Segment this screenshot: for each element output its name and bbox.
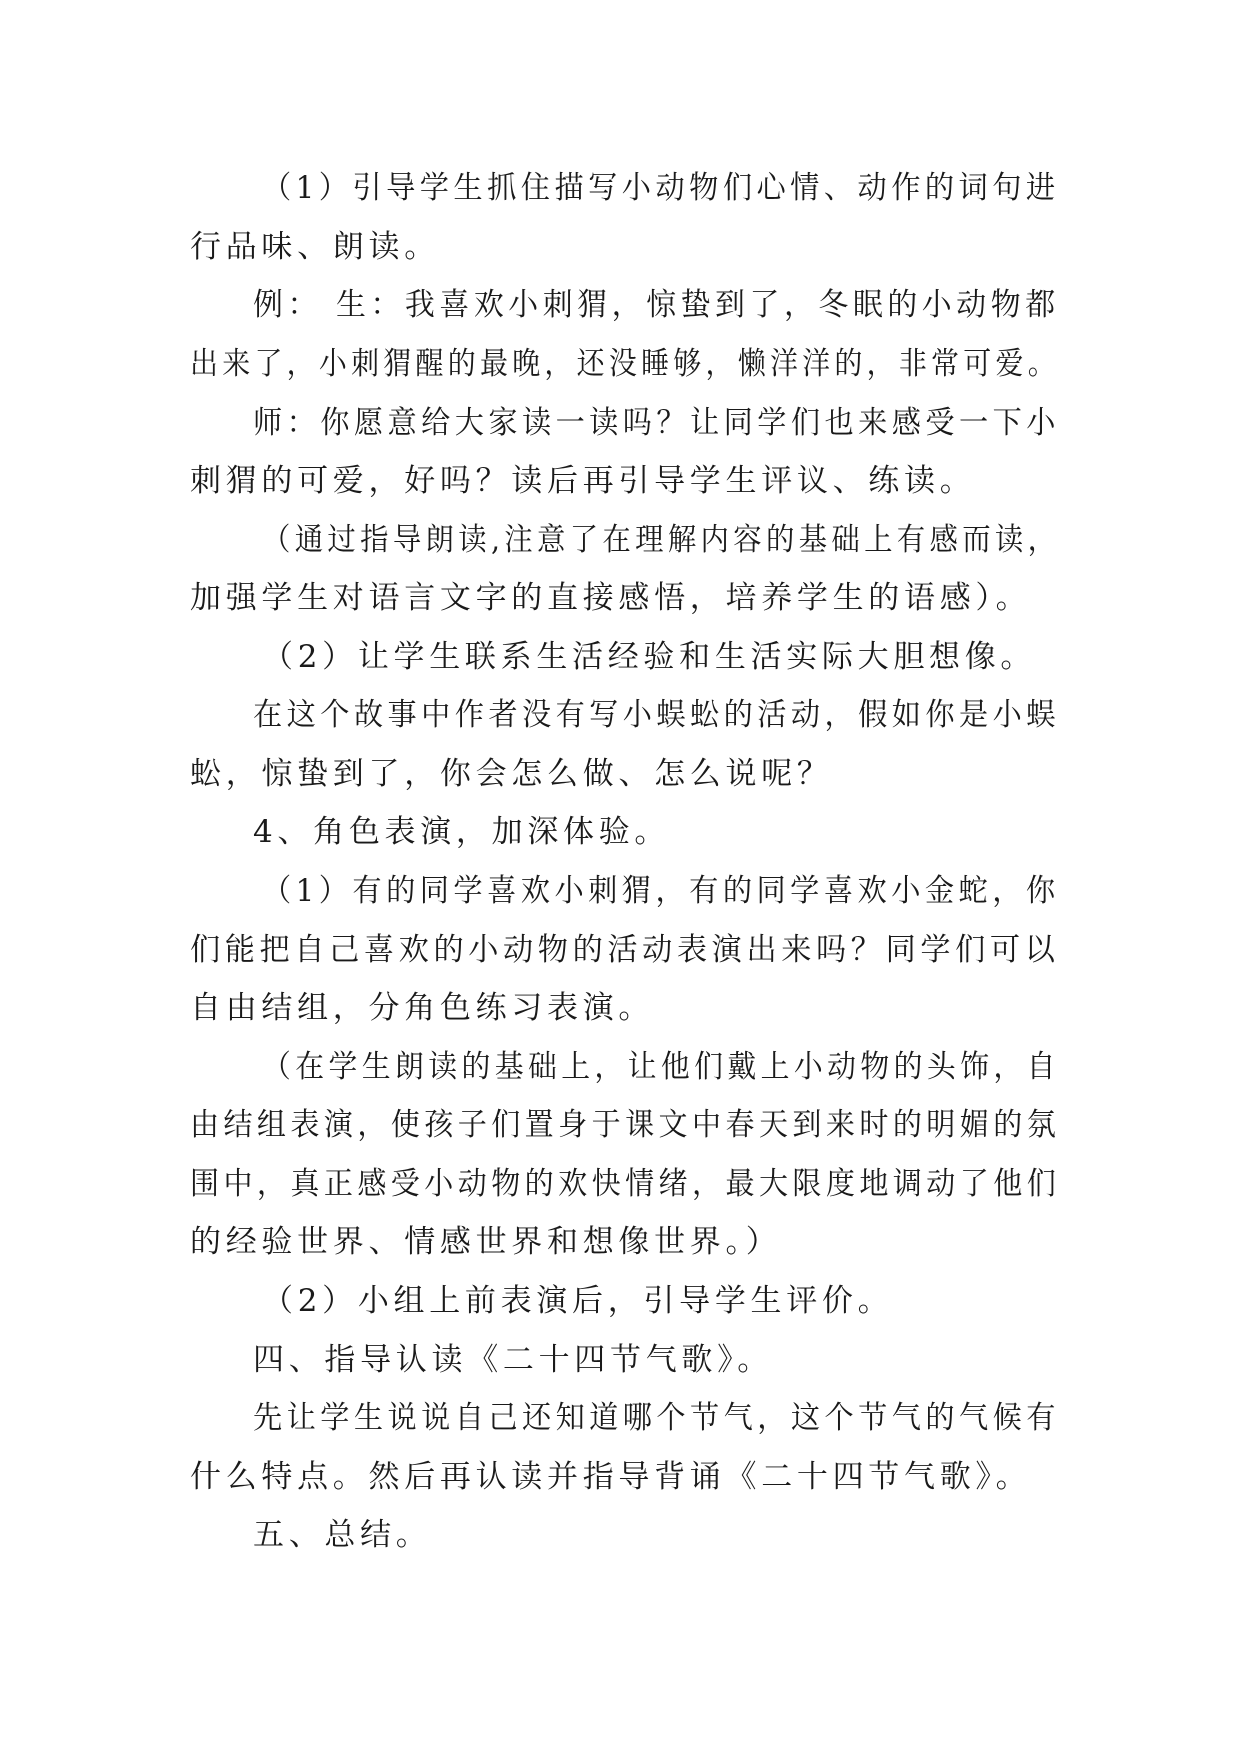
paragraph-line: （在学生朗读的基础上，让他们戴上小动物的头饰，自 [262, 1049, 1060, 1085]
section-heading: 四、指导认读《二十四节气歌》。 [253, 1342, 773, 1378]
paragraph-line: 例： 生：我喜欢小刺猬，惊蛰到了，冬眠的小动物都 [253, 287, 1060, 323]
section-heading: 五、总结。 [253, 1517, 432, 1553]
paragraph-line: 们能把自己喜欢的小动物的活动表演出来吗？同学们可以 [190, 932, 1060, 968]
paragraph-line: 师：你愿意给大家读一读吗？让同学们也来感受一下小 [253, 405, 1060, 441]
paragraph-line: 先让学生说说自己还知道哪个节气，这个节气的气候有 [253, 1400, 1060, 1436]
paragraph-line: 加强学生对语言文字的直接感悟，培养学生的语感）。 [190, 580, 1032, 616]
section-heading: 4、角色表演，加深体验。 [253, 814, 671, 850]
paragraph-line: （1）引导学生抓住描写小动物们心情、动作的词句进 [262, 170, 1060, 206]
paragraph-line: 蚣，惊蛰到了，你会怎么做、怎么说呢？ [190, 756, 833, 792]
paragraph-line: 自由结组，分角色练习表演。 [190, 990, 655, 1026]
paragraph-line: （2）小组上前表演后，引导学生评价。 [262, 1283, 894, 1319]
paragraph-line: 在这个故事中作者没有写小蜈蚣的活动，假如你是小蜈 [253, 697, 1060, 733]
paragraph-line: 围中，真正感受小动物的欢快情绪，最大限度地调动了他们 [190, 1166, 1061, 1202]
paragraph-line: 刺猬的可爱，好吗？读后再引导学生评议、练读。 [190, 463, 976, 499]
paragraph-line: （通过指导朗读,注意了在理解内容的基础上有感而读， [262, 522, 1061, 558]
paragraph-line: （1）有的同学喜欢小刺猬，有的同学喜欢小金蛇，你 [262, 873, 1060, 909]
paragraph-line: 行品味、朗读。 [190, 229, 440, 265]
paragraph-line: 由结组表演，使孩子们置身于课文中春天到来时的明媚的氛 [190, 1107, 1061, 1143]
paragraph-line: 出来了，小刺猬醒的最晚，还没睡够，懒洋洋的，非常可爱。 [190, 346, 1060, 382]
paragraph-line: （2）让学生联系生活经验和生活实际大胆想像。 [262, 639, 1037, 675]
paragraph-line: 的经验世界、情感世界和想像世界。） [190, 1224, 782, 1260]
paragraph-line: 什么特点。然后再认读并指导背诵《二十四节气歌》。 [190, 1459, 1032, 1495]
